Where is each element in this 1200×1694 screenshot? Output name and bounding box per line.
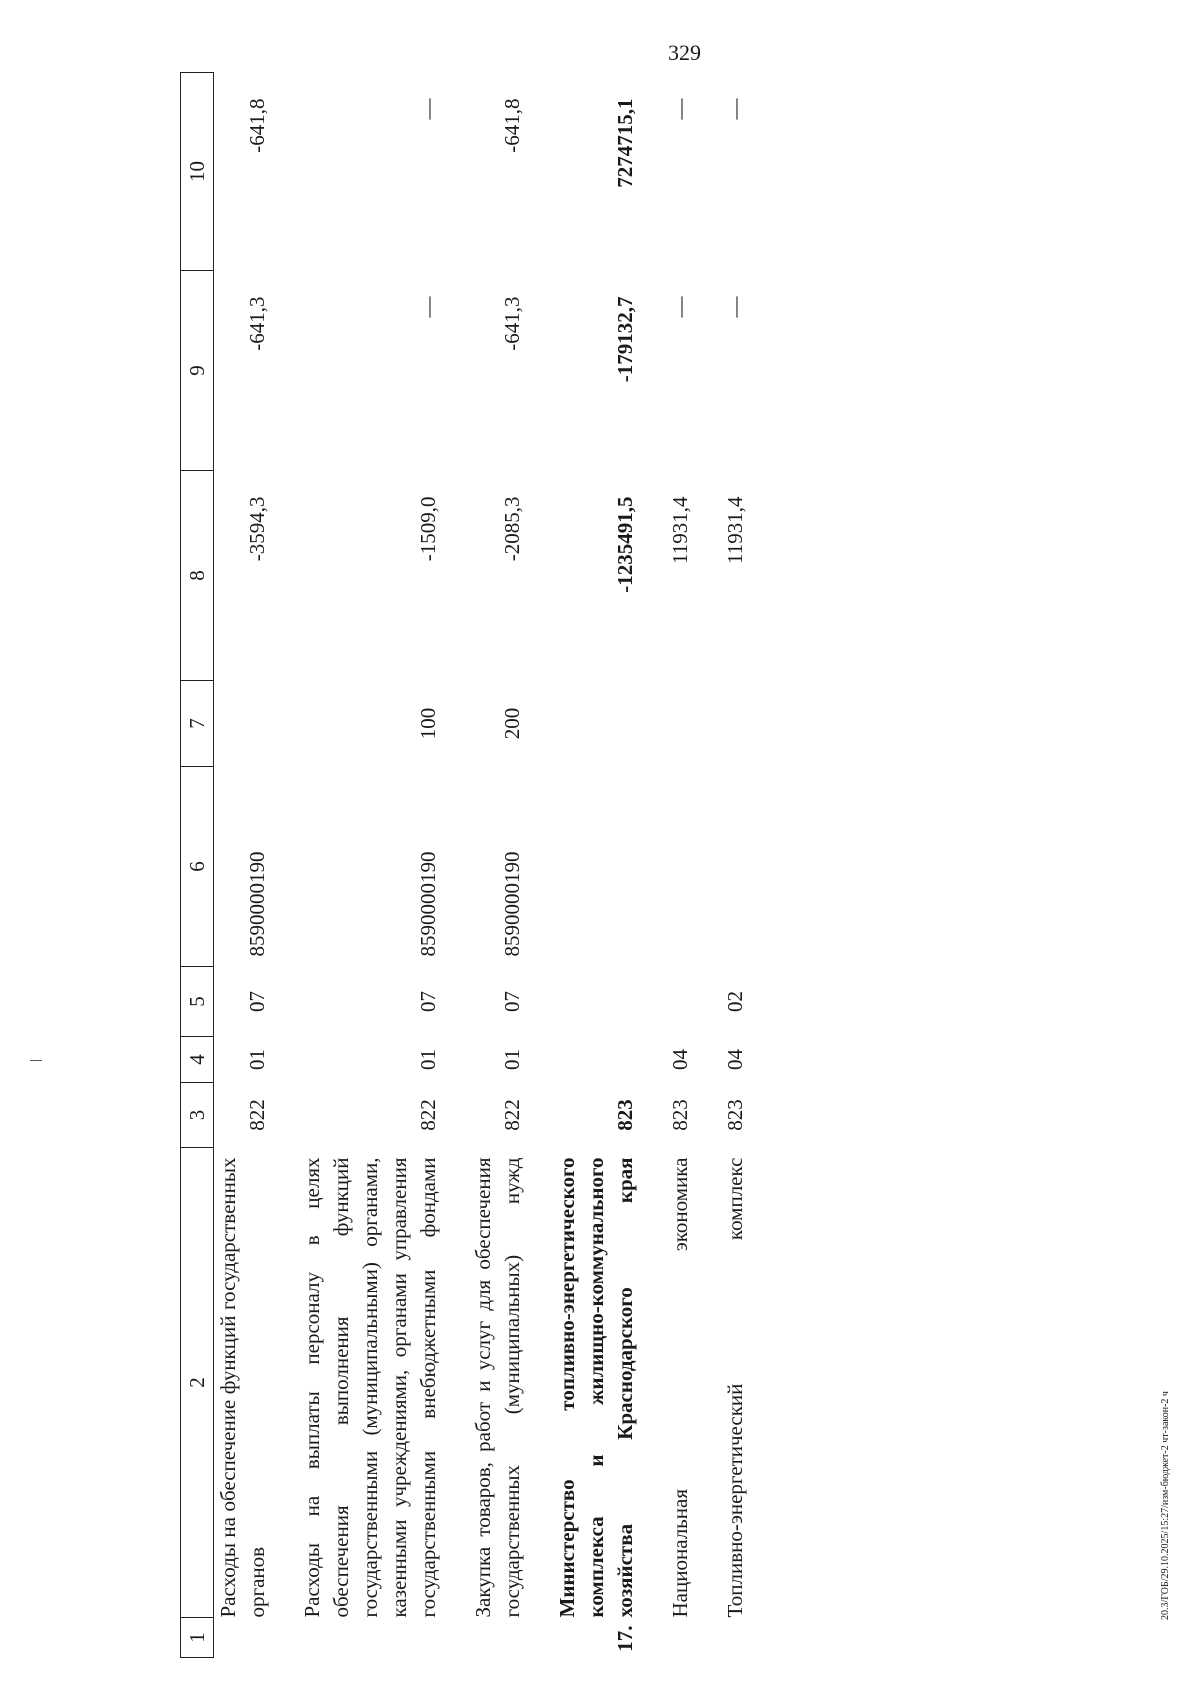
row-value-10: 7274715,1 — [613, 98, 637, 188]
row-index — [214, 1618, 273, 1658]
row-value-10: — — [416, 98, 440, 120]
row-value-10: -641,8 — [500, 98, 524, 153]
row-value-8: -2085,3 — [500, 496, 524, 562]
table-row — [666, 73, 695, 1658]
row-value-10: — — [723, 98, 747, 120]
row-index — [666, 1618, 695, 1658]
row-section-code: 01 — [500, 1049, 524, 1070]
row-value-8: -3594,3 — [245, 496, 269, 562]
row-value-10: — — [668, 98, 692, 120]
row-index: 17. — [613, 1625, 637, 1652]
row-value-9: — — [416, 296, 440, 318]
row-chapter-code: 823 — [668, 1099, 692, 1131]
row-subsection-code: 07 — [500, 991, 524, 1012]
row-index — [298, 1618, 443, 1658]
row-section-code: 01 — [416, 1049, 440, 1070]
row-target-article — [721, 767, 750, 967]
row-value-9: -641,3 — [245, 296, 269, 351]
header-col-1: 1 — [181, 1618, 214, 1658]
row-description: Расходы на выплаты персоналу в целях обеспечения выполнения функций государственными (муниципальными) органами, казенными учреждениями, органами управления государственными внебюджетными фондами — [300, 1157, 440, 1618]
header-col-6: 6 — [181, 767, 214, 967]
row-value-9: — — [723, 296, 747, 318]
row-description: Расходы на обеспечение функций государственных органов — [216, 1157, 269, 1618]
row-chapter-code: 822 — [245, 1099, 269, 1131]
header-col-10: 10 — [181, 73, 214, 271]
header-col-8: 8 — [181, 471, 214, 681]
row-chapter-code: 822 — [416, 1099, 440, 1131]
row-value-9: -641,3 — [500, 296, 524, 351]
row-index — [469, 1618, 527, 1658]
row-chapter-code: 822 — [500, 1099, 524, 1131]
row-section-code: 04 — [668, 1049, 692, 1070]
row-spacer — [272, 73, 298, 1658]
row-value-8: -1235491,5 — [613, 496, 637, 593]
row-subsection-code — [553, 967, 640, 1037]
row-expense-type — [214, 681, 273, 767]
margin-tick — [30, 1060, 42, 1061]
table-row — [721, 73, 750, 1658]
row-value-9: -179132,7 — [613, 296, 637, 383]
row-description: Закупка товаров, работ и услуг для обеспечения государственных (муниципальных) нужд — [471, 1157, 524, 1618]
row-subsection-code: 07 — [245, 991, 269, 1012]
row-description: Министерство топливно-энергетического комплекса и жилищно-коммунального хозяйства Краснодарского края — [555, 1157, 637, 1618]
rotated-table-container — [180, 73, 1130, 1658]
header-row — [181, 73, 214, 1658]
header-col-4: 4 — [181, 1037, 214, 1083]
row-expense-type: 200 — [500, 707, 524, 740]
header-col-2: 2 — [181, 1148, 214, 1618]
row-value-9: — — [668, 296, 692, 318]
row-subsection-code: 07 — [416, 991, 440, 1012]
row-chapter-code: 823 — [613, 1099, 637, 1131]
table-row — [469, 73, 527, 1658]
budget-table — [180, 72, 750, 1658]
row-section-code: 01 — [245, 1049, 269, 1070]
row-target-article — [553, 767, 640, 967]
row-description: Национальная экономика — [668, 1157, 692, 1618]
header-col-5: 5 — [181, 967, 214, 1037]
row-value-8: -1509,0 — [416, 496, 440, 562]
table-row — [298, 73, 443, 1658]
footer-code: 20.3/ГОБ/29.10.2025/15:27/изм-бюджет-2 чт-закон-2 ч — [1160, 1391, 1171, 1620]
row-section-code: 04 — [723, 1049, 747, 1070]
header-col-9: 9 — [181, 271, 214, 471]
row-subsection-code — [666, 967, 695, 1037]
table-body — [214, 73, 751, 1658]
row-description: Топливно-энергетический комплекс — [723, 1157, 747, 1618]
row-expense-type — [666, 681, 695, 767]
row-value-8: 11931,4 — [723, 496, 747, 564]
row-target-article: 8590000190 — [416, 851, 440, 957]
row-spacer — [640, 73, 666, 1658]
row-target-article: 8590000190 — [500, 851, 524, 957]
row-chapter-code: 823 — [723, 1099, 747, 1131]
row-spacer — [695, 73, 721, 1658]
page-number: 329 — [668, 40, 701, 65]
row-index — [721, 1618, 750, 1658]
header-col-7: 7 — [181, 681, 214, 767]
table-row — [214, 73, 273, 1658]
header-col-3: 3 — [181, 1083, 214, 1148]
row-subsection-code: 02 — [723, 991, 747, 1012]
row-expense-type: 100 — [416, 707, 440, 740]
row-spacer — [443, 73, 469, 1658]
row-target-article: 8590000190 — [245, 851, 269, 957]
row-section-code — [553, 1037, 640, 1083]
row-value-10: -641,8 — [245, 98, 269, 153]
row-expense-type — [553, 681, 640, 767]
table-row — [553, 73, 640, 1658]
row-target-article — [666, 767, 695, 967]
row-expense-type — [721, 681, 750, 767]
row-spacer — [527, 73, 553, 1658]
row-value-8: 11931,4 — [668, 496, 692, 564]
